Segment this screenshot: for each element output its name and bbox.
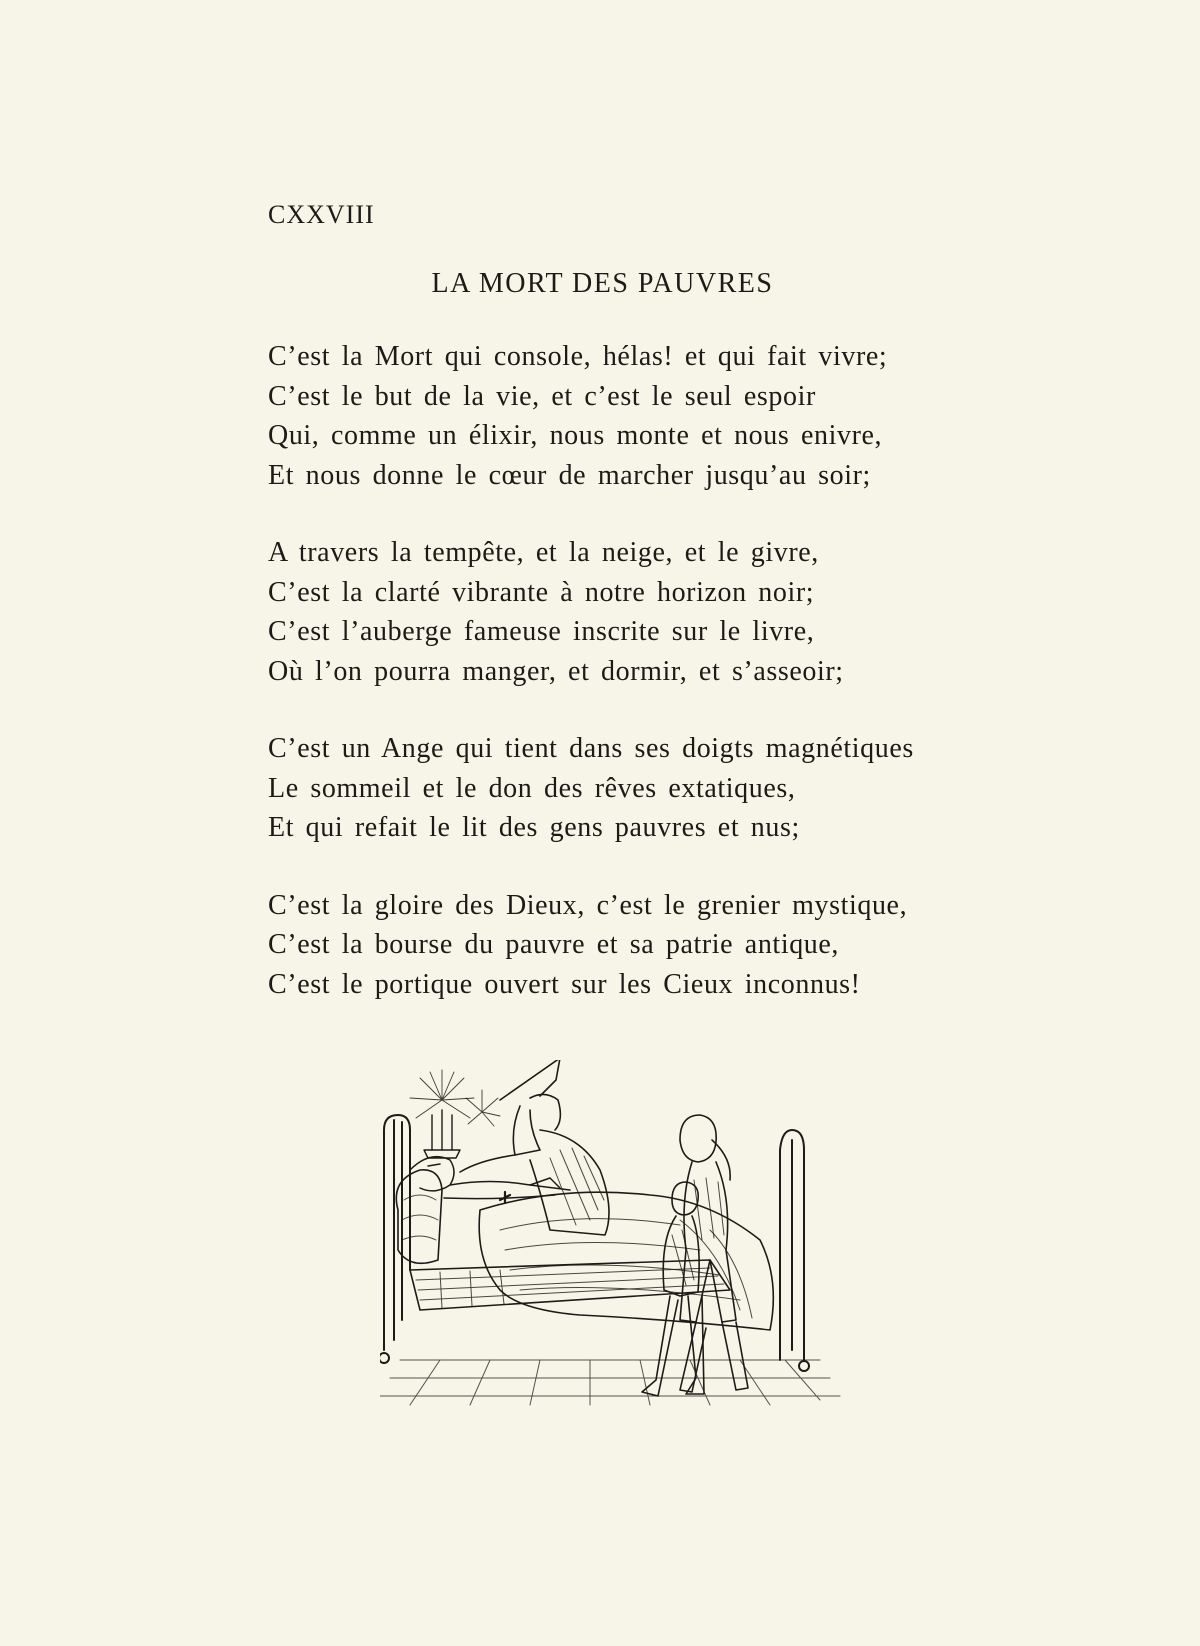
dying-person [410, 1157, 570, 1199]
verse-line: C’est l’auberge fameuse inscrite sur le livre, [268, 616, 815, 647]
verse-line: Le sommeil et le don des rêves extatiques, [268, 772, 796, 804]
candles [410, 1070, 474, 1158]
boy [642, 1182, 704, 1396]
stanza [268, 886, 1028, 1005]
verse-line: Et nous donne le cœur de marcher jusqu’au soir; [268, 459, 871, 491]
verse-line: C’est la clarté vibrante à notre horizon noir; [268, 576, 815, 608]
verse-line: C’est un Ange qui tient dans ses doigts magnétiques [268, 733, 914, 764]
deathbed-engraving-icon [380, 1060, 850, 1470]
floor-hatching [380, 1360, 840, 1405]
verse-line: Et qui refait le lit des gens pauvres et nus; [268, 812, 800, 843]
girl [680, 1115, 748, 1392]
verse-line: C’est la bourse du pauvre et sa patrie antique, [268, 929, 840, 960]
verse-line: C’est la Mort qui console, hélas! et qui fait vivre; [268, 341, 888, 372]
verse-line: Qui, comme un élixir, nous monte et nous enivre, [268, 420, 883, 451]
bed-sheet [479, 1192, 773, 1330]
verse-line: C’est le portique ouvert sur les Cieux inconnus! [268, 968, 861, 1000]
candle-glow [466, 1090, 500, 1126]
verse-line: C’est la gloire des Dieux, c’est le grenier mystique, [268, 889, 908, 921]
verse-line: A travers la tempête, et la neige, et le givre, [268, 537, 819, 568]
poem-body [268, 337, 1028, 1004]
bed-footboard [780, 1130, 809, 1371]
stanza [268, 533, 1028, 691]
poem-number: CXXVIII [268, 200, 375, 229]
stanza [268, 729, 1028, 848]
poem-title: LA MORT DES PAUVRES [431, 268, 774, 299]
stanza [268, 337, 1028, 495]
verse-line: C’est le but de la vie, et c’est le seul espoir [268, 380, 816, 412]
verse-line: Où l’on pourra manger, et dormir, et s’asseoir; [268, 655, 844, 687]
